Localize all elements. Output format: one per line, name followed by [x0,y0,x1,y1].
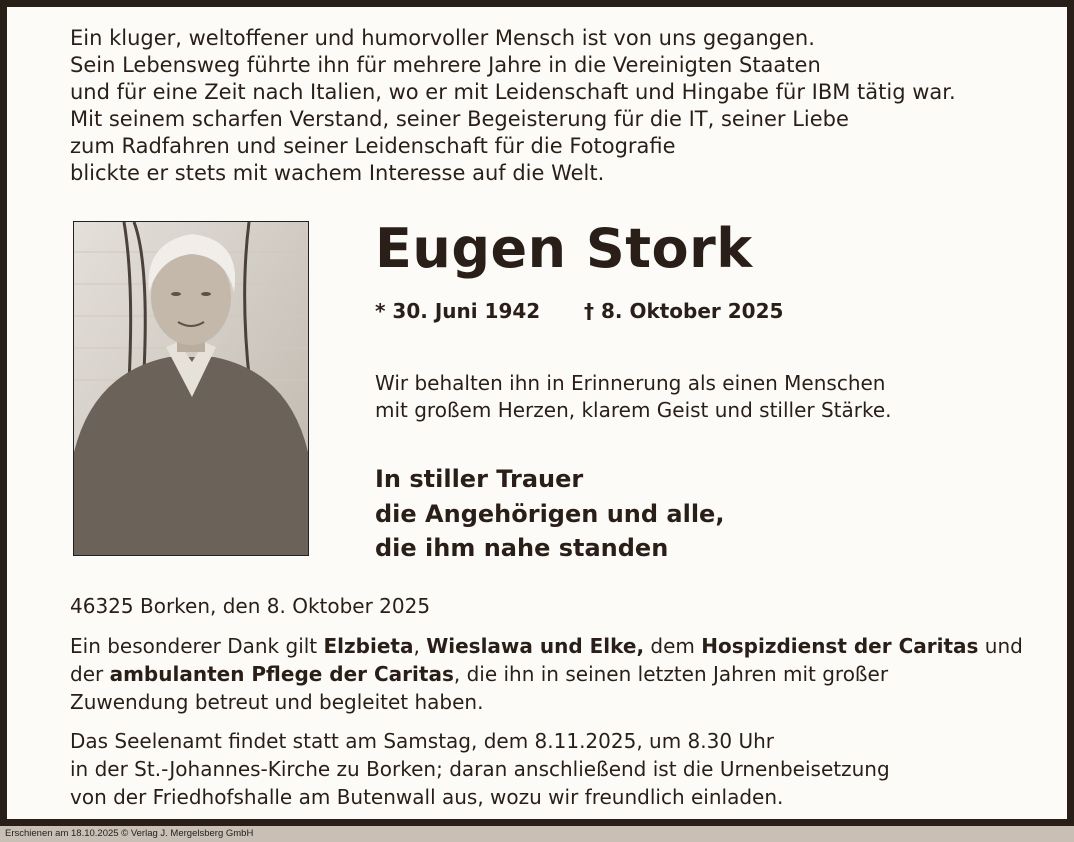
mourning-line: die Angehörigen und alle, [375,499,725,528]
thanks-name-wieslawa-elke: Wieslawa und Elke, [426,634,645,658]
intro-line: Mit seinem scharfen Verstand, seiner Begeisterung für die IT, seiner Liebe [70,107,849,131]
thanks-text-segment: , die ihn in seinen letzten Jahren mit großer [453,662,889,686]
thanks-hospice-service: Hospizdienst der Caritas [701,634,979,658]
portrait-photo [73,221,309,556]
mourning-line: In stiller Trauer [375,465,584,493]
thanks-text [70,632,1023,716]
thanks-text-segment: Ein besonderer Dank gilt [70,634,324,658]
intro-line: Ein kluger, weltoffener und humorvoller Mensch ist von uns gegangen. [70,26,815,50]
place-and-date: 46325 Borken, den 8. Oktober 2025 [70,594,431,618]
thanks-text-segment: und [978,634,1023,658]
thanks-name-elzbieta: Elzbieta [323,634,414,658]
thanks-line: Zuwendung betreut und begleitet haben. [70,690,484,714]
thanks-text-segment: der [70,662,110,686]
requiem-line: in der St.-Johannes-Kirche zu Borken; daran anschließend ist die Urnenbeisetzung [70,757,890,781]
portrait-image [74,222,308,555]
requiem-line: von der Friedhofshalle am Butenwall aus, wozu wir freundlich einladen. [70,785,784,809]
intro-text [70,25,956,187]
intro-line: zum Radfahren und seiner Leidenschaft für die Fotografie [70,134,676,158]
intro-line: Sein Lebensweg führte ihn für mehrere Jahre in die Vereinigten Staaten [70,53,821,77]
publication-footer: Erschienen am 18.10.2025 © Verlag J. Mergelsberg GmbH [5,828,254,839]
mourning-signature [375,462,724,566]
requiem-info [70,727,890,811]
thanks-text-segment: , [413,634,427,658]
intro-line: blickte er stets mit wachem Interesse auf die Welt. [70,161,605,185]
remembrance-line: Wir behalten ihn in Erinnerung als einen Menschen [375,371,886,395]
birth-date: * 30. Juni 1942 [375,299,541,323]
death-date: † 8. Oktober 2025 [584,299,784,323]
requiem-line: Das Seelenamt findet statt am Samstag, dem 8.11.2025, um 8.30 Uhr [70,729,774,753]
intro-line: und für eine Zeit nach Italien, wo er mit Leidenschaft und Hingabe für IBM tätig war. [70,80,956,104]
remembrance-line: mit großem Herzen, klarem Geist und stiller Stärke. [375,398,892,422]
thanks-line [70,632,1023,660]
thanks-text-segment: dem [644,634,702,658]
thanks-line [70,660,1023,688]
deceased-name: Eugen Stork [375,217,753,280]
thanks-ambulant-care: ambulanten Pflege der Caritas [109,662,454,686]
remembrance-text [375,370,892,424]
mourning-line: die ihm nahe standen [375,534,669,562]
